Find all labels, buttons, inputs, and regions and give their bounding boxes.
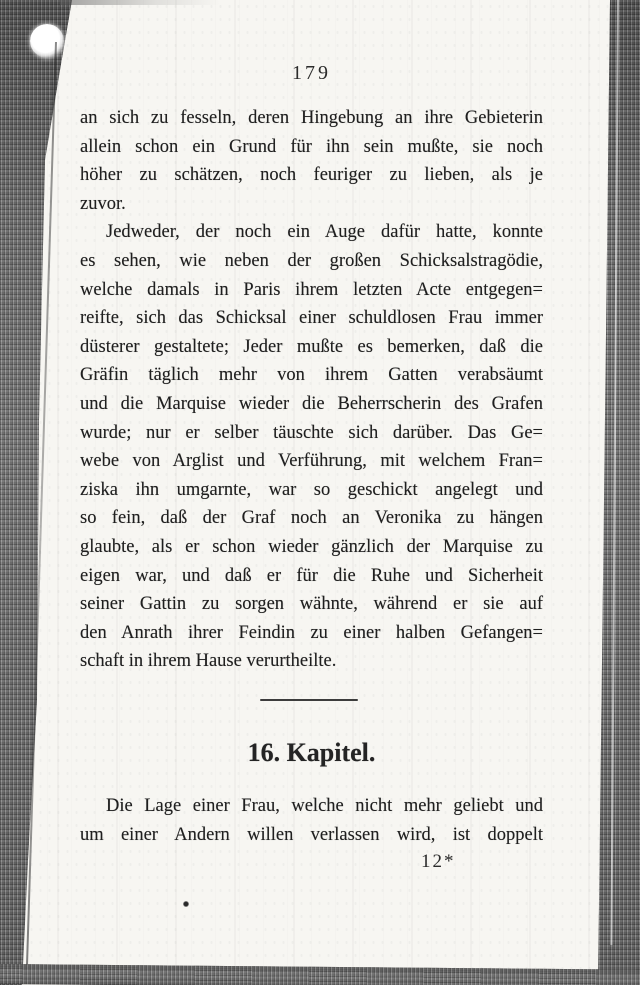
text-line: glaubte, als er schon wieder gänzlich der Marquise zu xyxy=(80,536,543,557)
text-line: und die Marquise wieder die Beherrscherin des Grafen xyxy=(80,393,543,414)
hole-punch xyxy=(30,24,64,58)
text-line: ziska ihn umgarnte, war so geschickt angelegt und xyxy=(80,479,543,500)
text-line: es sehen, wie neben der großen Schicksalstragödie, xyxy=(80,250,543,271)
chapter-opening-text-block xyxy=(80,792,543,849)
text-line: höher zu schätzen, noch feuriger zu lieben, als je xyxy=(80,165,543,186)
text-line: um einer Andern willen verlassen wird, ist doppelt xyxy=(80,824,543,845)
text-line: Die Lage einer Frau, welche nicht mehr geliebt und xyxy=(106,796,543,816)
text-line: Gräfin täglich mehr von ihrem Gatten verabsäumt xyxy=(80,365,543,386)
text-line: schaft in ihrem Hause verurtheilte. xyxy=(80,651,337,672)
section-divider-rule xyxy=(260,699,358,701)
page-number: 179 xyxy=(292,62,331,84)
scan-edge-left xyxy=(0,0,72,985)
scan-edge-top-smudge xyxy=(60,0,220,5)
scan-edge-bottom xyxy=(0,964,640,985)
printer-signature-mark: 12* xyxy=(421,851,456,872)
text-line: reifte, sich das Schicksal einer schuldlosen Frau immer xyxy=(80,308,543,329)
text-line: den Anrath ihrer Feindin zu einer halben Gefangen= xyxy=(80,622,543,643)
text-line: zuvor. xyxy=(80,193,126,214)
text-line: düsterer gestaltete; Jeder mußte es bemerken, daß die xyxy=(80,336,543,357)
chapter-heading: 16. Kapitel. xyxy=(247,738,376,767)
text-line: an sich zu fesseln, deren Hingebung an ihre Gebieterin xyxy=(80,108,543,128)
ink-speck xyxy=(183,901,189,907)
text-line: welche damals in Paris ihrem letzten Acte entgegen= xyxy=(80,279,543,300)
scan-edge-right xyxy=(598,0,640,985)
text-line: wurde; nur er selber täuschte sich darüber. Das Ge= xyxy=(80,422,543,443)
text-line: seiner Gattin zu sorgen wähnte, während er sie auf xyxy=(80,594,543,615)
text-line: webe von Arglist und Verführung, mit welchem Fran= xyxy=(80,451,543,472)
body-text-block xyxy=(80,104,543,676)
text-line: eigen war, und daß er für die Ruhe und Sicherheit xyxy=(80,565,543,586)
text-line: allein schon ein Grund für ihn sein mußte, sie noch xyxy=(80,136,543,157)
text-line: Jedweder, der noch ein Auge dafür hatte, konnte xyxy=(106,222,543,243)
text-line: so fein, daß der Graf noch an Veronika zu hängen xyxy=(80,508,543,529)
